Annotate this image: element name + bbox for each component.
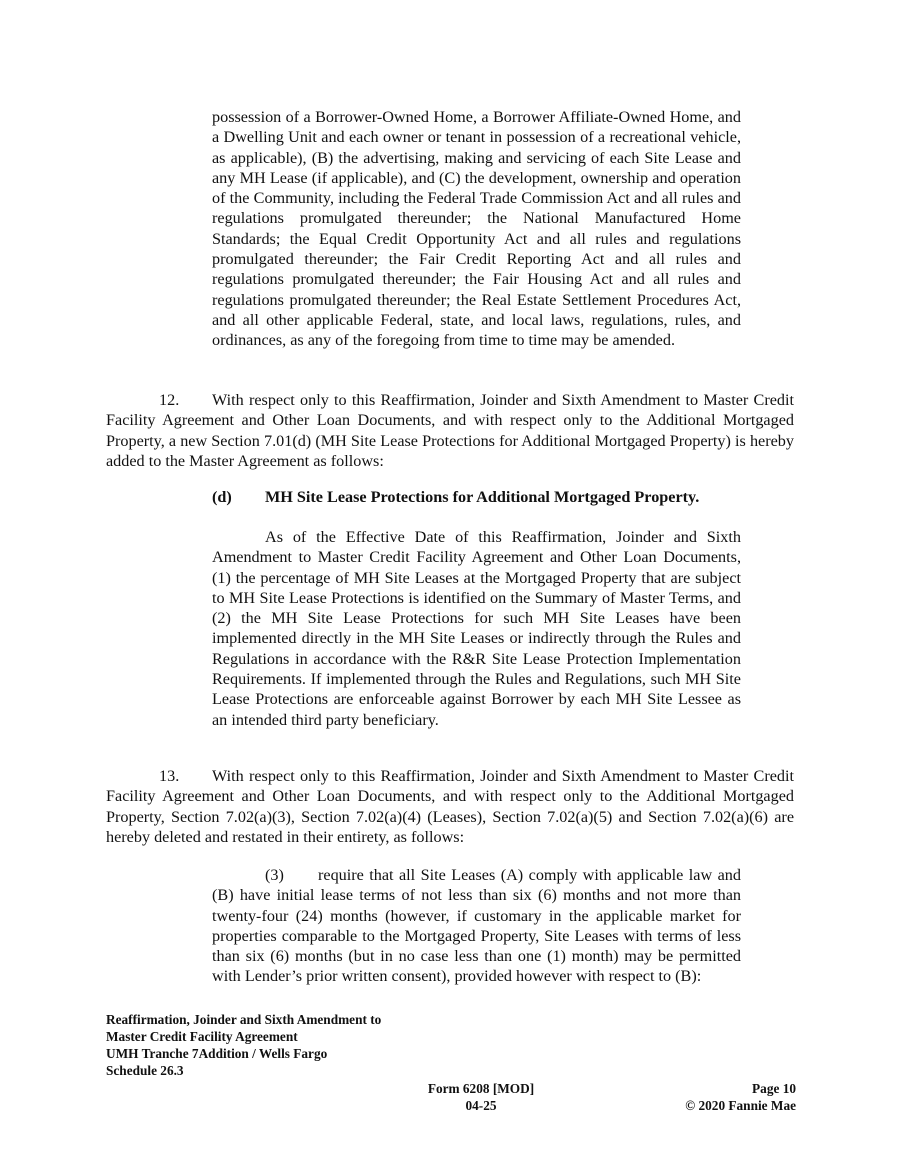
footer-title-line-3: UMH Tranche 7Addition / Wells Fargo xyxy=(106,1046,328,1061)
paragraph-continuation: possession of a Borrower-Owned Home, a Borrower Affiliate-Owned Home, and a Dwelling Unit and each owner or tenant in possession of a recreational vehicle, as applicable), (B) the advertising, making and servicing of each Site Lease and any MH Lease (if applicable), and (C) the development, ownership and operation of the Community, including the Federal Trade Commission Act and all rules and regulations promulgated thereunder; the National Manufactured Home Standards; the Equal Credit Opportunity Act and all rules and regulations promulgated thereunder; the Fair Credit Reporting Act and all rules and regulations promulgated thereunder; the Fair Housing Act and all rules and regulations promulgated thereunder; the Real Estate Settlement Procedures Act, and all other applicable Federal, state, and local laws, regulations, rules, and ordinances, as any of the foregoing from time to time may be amended. xyxy=(212,108,741,350)
footer-form-info xyxy=(416,1080,546,1114)
section-13-text: With respect only to this Reaffirmation, Joinder and Sixth Amendment to Master Credit Facility Agreement and Other Loan Documents, and with respect only to the Additional Mortgaged Property, Section 7.02(a)(3), Section 7.02(a)(4) (Leases), Section 7.02(a)(5) and Section 7.02(a)(6) are hereby deleted and restated in their entirety, as follows: xyxy=(106,767,794,846)
footer-form-number: Form 6208 [MOD] xyxy=(427,1081,535,1096)
section-13-paragraph xyxy=(106,766,794,847)
footer-copyright: © 2020 Fannie Mae xyxy=(685,1098,796,1113)
footer-title-line-1: Reaffirmation, Joinder and Sixth Amendment to xyxy=(106,1012,382,1027)
subsection-d-title: MH Site Lease Protections for Additional Mortgaged Property. xyxy=(265,488,700,506)
section-13-number: 13. xyxy=(159,767,180,785)
subsection-d-heading xyxy=(212,487,699,507)
section-12-paragraph xyxy=(106,390,794,471)
footer-title-line-4: Schedule 26.3 xyxy=(106,1063,184,1078)
footer-form-date: 04-25 xyxy=(465,1098,497,1113)
footer-title-line-2: Master Credit Facility Agreement xyxy=(106,1029,298,1044)
subsection-3-paragraph xyxy=(212,865,741,987)
section-12-text: With respect only to this Reaffirmation, Joinder and Sixth Amendment to Master Credit Facility Agreement and Other Loan Documents, and with respect only to the Additional Mortgaged Property, a new Section 7.01(d) (MH Site Lease Protections for Additional Mortgaged Property) is hereby added to the Master Agreement as follows: xyxy=(106,391,794,470)
section-12-number: 12. xyxy=(159,391,180,409)
subsection-3-text: require that all Site Leases (A) comply with applicable law and (B) have initial lease terms of not less than six (6) months and not more than twenty-four (24) months (however, if customary in the applicable market for properties comparable to the Mortgaged Property, Site Leases with terms of less than six (6) months (but in no case less than one (1) month) may be permitted with Lender’s prior written consent), provided however with respect to (B): xyxy=(212,866,741,986)
footer-document-title xyxy=(106,1011,381,1079)
subsection-d-paragraph: As of the Effective Date of this Reaffirmation, Joinder and Sixth Amendment to Master Credit Facility Agreement and Other Loan Documents, (1) the percentage of MH Site Leases at the Mortgaged Property that are subject to MH Site Lease Protections is identified on the Summary of Master Terms, and (2) the MH Site Lease Protections for such MH Site Leases have been implemented directly in the MH Site Leases or indirectly through the Rules and Regulations in accordance with the R&R Site Lease Protection Implementation Requirements. If implemented through the Rules and Regulations, such MH Site Lease Protections are enforceable against Borrower by each MH Site Lessee as an intended third party beneficiary. xyxy=(212,528,741,729)
footer-page-number: Page 10 xyxy=(752,1081,796,1096)
subsection-d-label: (d) xyxy=(212,488,232,506)
subsection-3-label: (3) xyxy=(265,866,284,884)
footer-page-info xyxy=(685,1080,796,1114)
